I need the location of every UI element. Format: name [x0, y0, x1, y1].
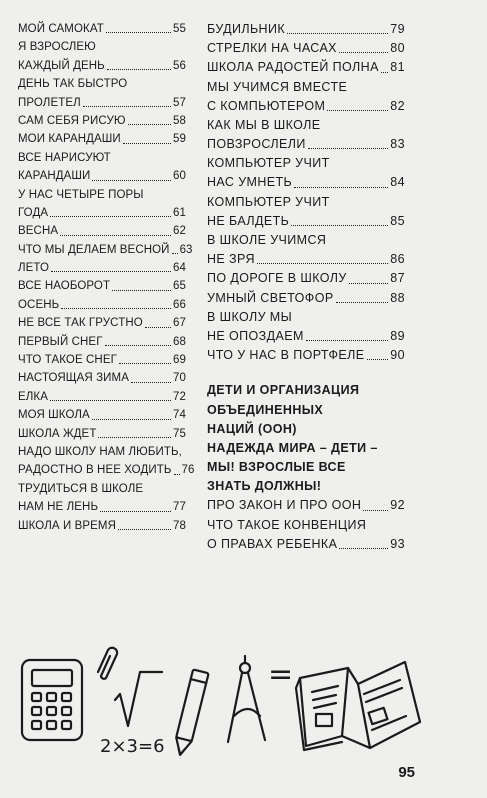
- section-heading-line: ОБЪЕДИНЕННЫХ: [207, 402, 324, 417]
- toc-entry-page: 62: [173, 225, 186, 238]
- toc-entry-title: ДЕНЬ ТАК БЫСТРО: [18, 78, 128, 91]
- dot-leader: [123, 143, 171, 144]
- toc-entry-title: В ШКОЛУ МЫ: [207, 309, 293, 324]
- toc-entry: [18, 314, 186, 332]
- toc-entry: [207, 154, 405, 173]
- dot-leader: [381, 72, 388, 73]
- dot-leader: [60, 235, 171, 236]
- toc-entry: [207, 39, 405, 58]
- toc-entry: [207, 269, 405, 288]
- toc-entry: [207, 58, 405, 77]
- toc-entry: [18, 461, 195, 479]
- dot-leader: [50, 400, 171, 401]
- toc-entry-title: НАСТОЯЩАЯ ЗИМА: [18, 372, 129, 385]
- dot-leader: [51, 271, 171, 272]
- toc-entry: [207, 327, 405, 346]
- calculator-icon: [22, 660, 82, 740]
- toc-entry: [18, 296, 186, 314]
- toc-entry: [18, 222, 186, 240]
- toc-entry-page: 81: [390, 60, 405, 75]
- toc-entry-title: СТРЕЛКИ НА ЧАСАХ: [207, 41, 337, 56]
- toc-entry: [207, 308, 405, 327]
- toc-entry: [18, 75, 186, 93]
- dot-leader: [291, 225, 388, 226]
- dot-leader: [92, 180, 171, 181]
- toc-entry: [18, 498, 186, 516]
- toc-entry-title: Я ВЗРОСЛЕЮ: [18, 41, 96, 54]
- toc-entry: [18, 425, 186, 443]
- toc-entry-page: 76: [181, 464, 195, 477]
- dot-leader: [336, 302, 389, 303]
- dot-leader: [339, 548, 388, 549]
- toc-entry: [18, 259, 186, 277]
- toc-entry-page: 85: [390, 213, 405, 228]
- paperclip-icon: [98, 648, 117, 679]
- toc-entry-page: 68: [173, 335, 186, 348]
- toc-entry: [18, 351, 186, 369]
- section-heading-line: НАЦИЙ (ООН): [207, 421, 297, 436]
- square-root-icon: [115, 672, 162, 726]
- toc-entry: [207, 346, 405, 365]
- toc-entry-page: 82: [390, 98, 405, 113]
- toc-entry-page: 72: [173, 390, 186, 403]
- dot-leader: [145, 327, 171, 328]
- dot-leader: [92, 419, 171, 420]
- dot-leader: [131, 382, 171, 383]
- dot-leader: [119, 363, 171, 364]
- toc-entry: [207, 193, 405, 212]
- dot-leader: [327, 110, 388, 111]
- toc-entry-title: ЧТО ТАКОЕ СНЕГ: [18, 354, 117, 367]
- toc-entry-title: САМ СЕБЯ РИСУЮ: [18, 114, 126, 127]
- toc-entry-title: НЕ ВСЕ ТАК ГРУСТНО: [18, 317, 143, 330]
- section-heading-line: НАДЕЖДА МИРА – ДЕТИ –: [207, 440, 378, 455]
- toc-entry-title: НЕ БАЛДЕТЬ: [207, 213, 290, 228]
- toc-entry-title: ЛЕТО: [18, 262, 50, 275]
- toc-entry-title: МОЙ САМОКАТ: [18, 22, 104, 35]
- toc-entry-page: 65: [173, 280, 186, 293]
- toc-entry-title: ЧТО У НАС В ПОРТФЕЛЕ: [207, 348, 365, 363]
- section-heading-un: [207, 381, 405, 496]
- toc-entry-page: 69: [173, 354, 186, 367]
- toc-entry: [207, 535, 405, 554]
- toc-entry-title: ЧТО МЫ ДЕЛАЕМ ВЕСНОЙ: [18, 243, 170, 256]
- dot-leader: [98, 437, 171, 438]
- toc-entry-page: 59: [173, 133, 186, 146]
- dot-leader: [363, 510, 388, 511]
- dot-leader: [257, 263, 388, 264]
- toc-entry-page: 77: [173, 501, 186, 514]
- toc-entry-page: 80: [390, 41, 405, 56]
- toc-entry-page: 92: [390, 498, 405, 513]
- toc-entry: [18, 38, 186, 56]
- toc-entry-page: 87: [390, 271, 405, 286]
- toc-entry: [207, 20, 405, 39]
- dot-leader: [128, 124, 171, 125]
- dot-leader: [367, 359, 389, 360]
- toc-entry-title: У НАС ЧЕТЫРЕ ПОРЫ: [18, 188, 144, 201]
- toc-entry: [18, 112, 186, 130]
- toc-entry-title: КАРАНДАШИ: [18, 170, 91, 183]
- toc-entry-title: ВЕСНА: [18, 225, 59, 238]
- toc-entry: [18, 443, 186, 461]
- toc-entry-title: КАЖДЫЙ ДЕНЬ: [18, 59, 105, 72]
- toc-entry-title: МЫ УЧИМСЯ ВМЕСТЕ: [207, 79, 348, 94]
- toc-entry-title: БУДИЛЬНИК: [207, 21, 286, 36]
- toc-entry: [18, 241, 193, 259]
- toc-entry: [207, 289, 405, 308]
- toc-entry-title: ШКОЛА РАДОСТЕЙ ПОЛНА: [207, 60, 379, 75]
- toc-entry: [18, 406, 186, 424]
- toc-entry-title: ГОДА: [18, 206, 49, 219]
- toc-entry-page: 83: [390, 137, 405, 152]
- dot-leader: [50, 216, 171, 217]
- pencil-icon: [172, 669, 208, 756]
- dot-leader: [308, 148, 389, 149]
- toc-entry-page: 70: [173, 372, 186, 385]
- toc-entry-page: 55: [173, 22, 186, 35]
- toc-entry: [18, 480, 186, 498]
- toc-entry-title: УМНЫЙ СВЕТОФОР: [207, 290, 334, 305]
- section-heading-line: ДЕТИ И ОРГАНИЗАЦИЯ: [207, 383, 360, 398]
- toc-entry-title: ПОВЗРОСЛЕЛИ: [207, 137, 306, 152]
- toc-entry: [207, 135, 405, 154]
- toc-entry-title: О ПРАВАХ РЕБЕНКА: [207, 536, 338, 551]
- toc-entry: [207, 174, 405, 193]
- toc-entry-page: 67: [173, 317, 186, 330]
- toc-entry: [18, 333, 186, 351]
- toc-entry-title: НАДО ШКОЛУ НАМ ЛЮБИТЬ,: [18, 445, 182, 458]
- toc-entry: [18, 369, 186, 387]
- toc-entry-page: 90: [390, 348, 405, 363]
- toc-entry: [18, 388, 186, 406]
- toc-entry-title: В ШКОЛЕ УЧИМСЯ: [207, 233, 327, 248]
- dot-leader: [287, 33, 388, 34]
- toc-entry: [207, 231, 405, 250]
- toc-entry-title: ЕЛКА: [18, 390, 48, 403]
- open-book-icon: [296, 662, 420, 750]
- toc-entry-page: 89: [390, 328, 405, 343]
- dot-leader: [294, 187, 388, 188]
- toc-entry-title: ВСЕ НАРИСУЮТ: [18, 151, 111, 164]
- toc-entry-title: МОИ КАРАНДАШИ: [18, 133, 121, 146]
- toc-left-column: [18, 20, 195, 535]
- toc-entry: [18, 186, 186, 204]
- toc-entry-title: ШКОЛА ЖДЕТ: [18, 427, 97, 440]
- compass-icon: [228, 656, 265, 742]
- toc-entry-title: РАДОСТНО В НЕЕ ХОДИТЬ: [18, 464, 172, 477]
- toc-entry-page: 75: [173, 427, 186, 440]
- toc-entry-title: НАС УМНЕТЬ: [207, 175, 293, 190]
- toc-entry-page: 63: [179, 243, 193, 256]
- dot-leader: [174, 474, 180, 475]
- toc-entry: [207, 78, 405, 97]
- toc-entry-page: 86: [390, 252, 405, 267]
- dot-leader: [105, 345, 171, 346]
- toc-entry: [207, 497, 405, 516]
- toc-entry-page: 79: [390, 21, 405, 36]
- toc-right-column: [207, 20, 405, 554]
- toc-entry-title: НАМ НЕ ЛЕНЬ: [18, 501, 99, 514]
- toc-entry: [18, 57, 186, 75]
- toc-entry-title: ШКОЛА И ВРЕМЯ: [18, 519, 116, 532]
- toc-entry: [18, 204, 186, 222]
- toc-entry: [207, 116, 405, 135]
- toc-entry-page: 58: [173, 114, 186, 127]
- section-heading-line: ЗНАТЬ ДОЛЖНЫ!: [207, 479, 322, 494]
- dot-leader: [306, 340, 389, 341]
- toc-entry-title: ПО ДОРОГЕ В ШКОЛУ: [207, 271, 347, 286]
- dot-leader: [118, 529, 171, 530]
- equation-text: 2×3=6: [100, 736, 165, 757]
- toc-entry-title: ПРО ЗАКОН И ПРО ООН: [207, 498, 362, 513]
- dot-leader: [112, 290, 171, 291]
- toc-entry-title: ОСЕНЬ: [18, 298, 60, 311]
- toc-entry-title: ТРУДИТЬСЯ В ШКОЛЕ: [18, 482, 144, 495]
- toc-entry-page: 93: [390, 536, 405, 551]
- toc-entry-page: 57: [173, 96, 186, 109]
- equals-sign: =: [268, 657, 294, 692]
- toc-entry-page: 56: [173, 59, 186, 72]
- toc-entry-page: 60: [173, 170, 186, 183]
- toc-entry-page: 74: [173, 409, 186, 422]
- toc-entry-title: ЧТО ТАКОЕ КОНВЕНЦИЯ: [207, 517, 367, 532]
- school-supplies-illustration: [0, 630, 487, 760]
- dot-leader: [106, 32, 171, 33]
- toc-entry-page: 66: [173, 298, 186, 311]
- toc-entry: [207, 516, 405, 535]
- toc-entry-page: 88: [390, 290, 405, 305]
- toc-entry-title: КАК МЫ В ШКОЛЕ: [207, 117, 321, 132]
- toc-entry-page: 61: [173, 206, 186, 219]
- toc-entry: [18, 517, 186, 535]
- toc-entry-title: ПЕРВЫЙ СНЕГ: [18, 335, 103, 348]
- toc-entry-title: НЕ ЗРЯ: [207, 252, 255, 267]
- toc-entry-title: КОМПЬЮТЕР УЧИТ: [207, 156, 330, 171]
- dot-leader: [339, 52, 388, 53]
- dot-leader: [61, 308, 171, 309]
- toc-entry-title: ВСЕ НАОБОРОТ: [18, 280, 111, 293]
- toc-entry-title: ПРОЛЕТЕЛ: [18, 96, 81, 109]
- dot-leader: [349, 283, 389, 284]
- toc-entry: [207, 250, 405, 269]
- toc-entry-title: КОМПЬЮТЕР УЧИТ: [207, 194, 330, 209]
- toc-entry-title: С КОМПЬЮТЕРОМ: [207, 98, 326, 113]
- toc-entry: [18, 149, 186, 167]
- dot-leader: [172, 253, 178, 254]
- toc-entry: [18, 20, 186, 38]
- section-heading-line: МЫ! ВЗРОСЛЫЕ ВСЕ: [207, 460, 346, 475]
- toc-entry: [18, 130, 186, 148]
- dot-leader: [107, 69, 171, 70]
- dot-leader: [83, 106, 171, 107]
- toc-entry: [207, 212, 405, 231]
- toc-entry: [18, 277, 186, 295]
- toc-entry: [207, 97, 405, 116]
- toc-entry-title: НЕ ОПОЗДАЕМ: [207, 328, 304, 343]
- toc-entry-page: 78: [173, 519, 186, 532]
- toc-entry-page: 84: [390, 175, 405, 190]
- dot-leader: [100, 511, 171, 512]
- toc-entry-title: МОЯ ШКОЛА: [18, 409, 90, 422]
- toc-entry: [18, 167, 186, 185]
- toc-entry: [18, 94, 186, 112]
- toc-entry-page: 64: [173, 262, 186, 275]
- page-number: 95: [398, 764, 415, 781]
